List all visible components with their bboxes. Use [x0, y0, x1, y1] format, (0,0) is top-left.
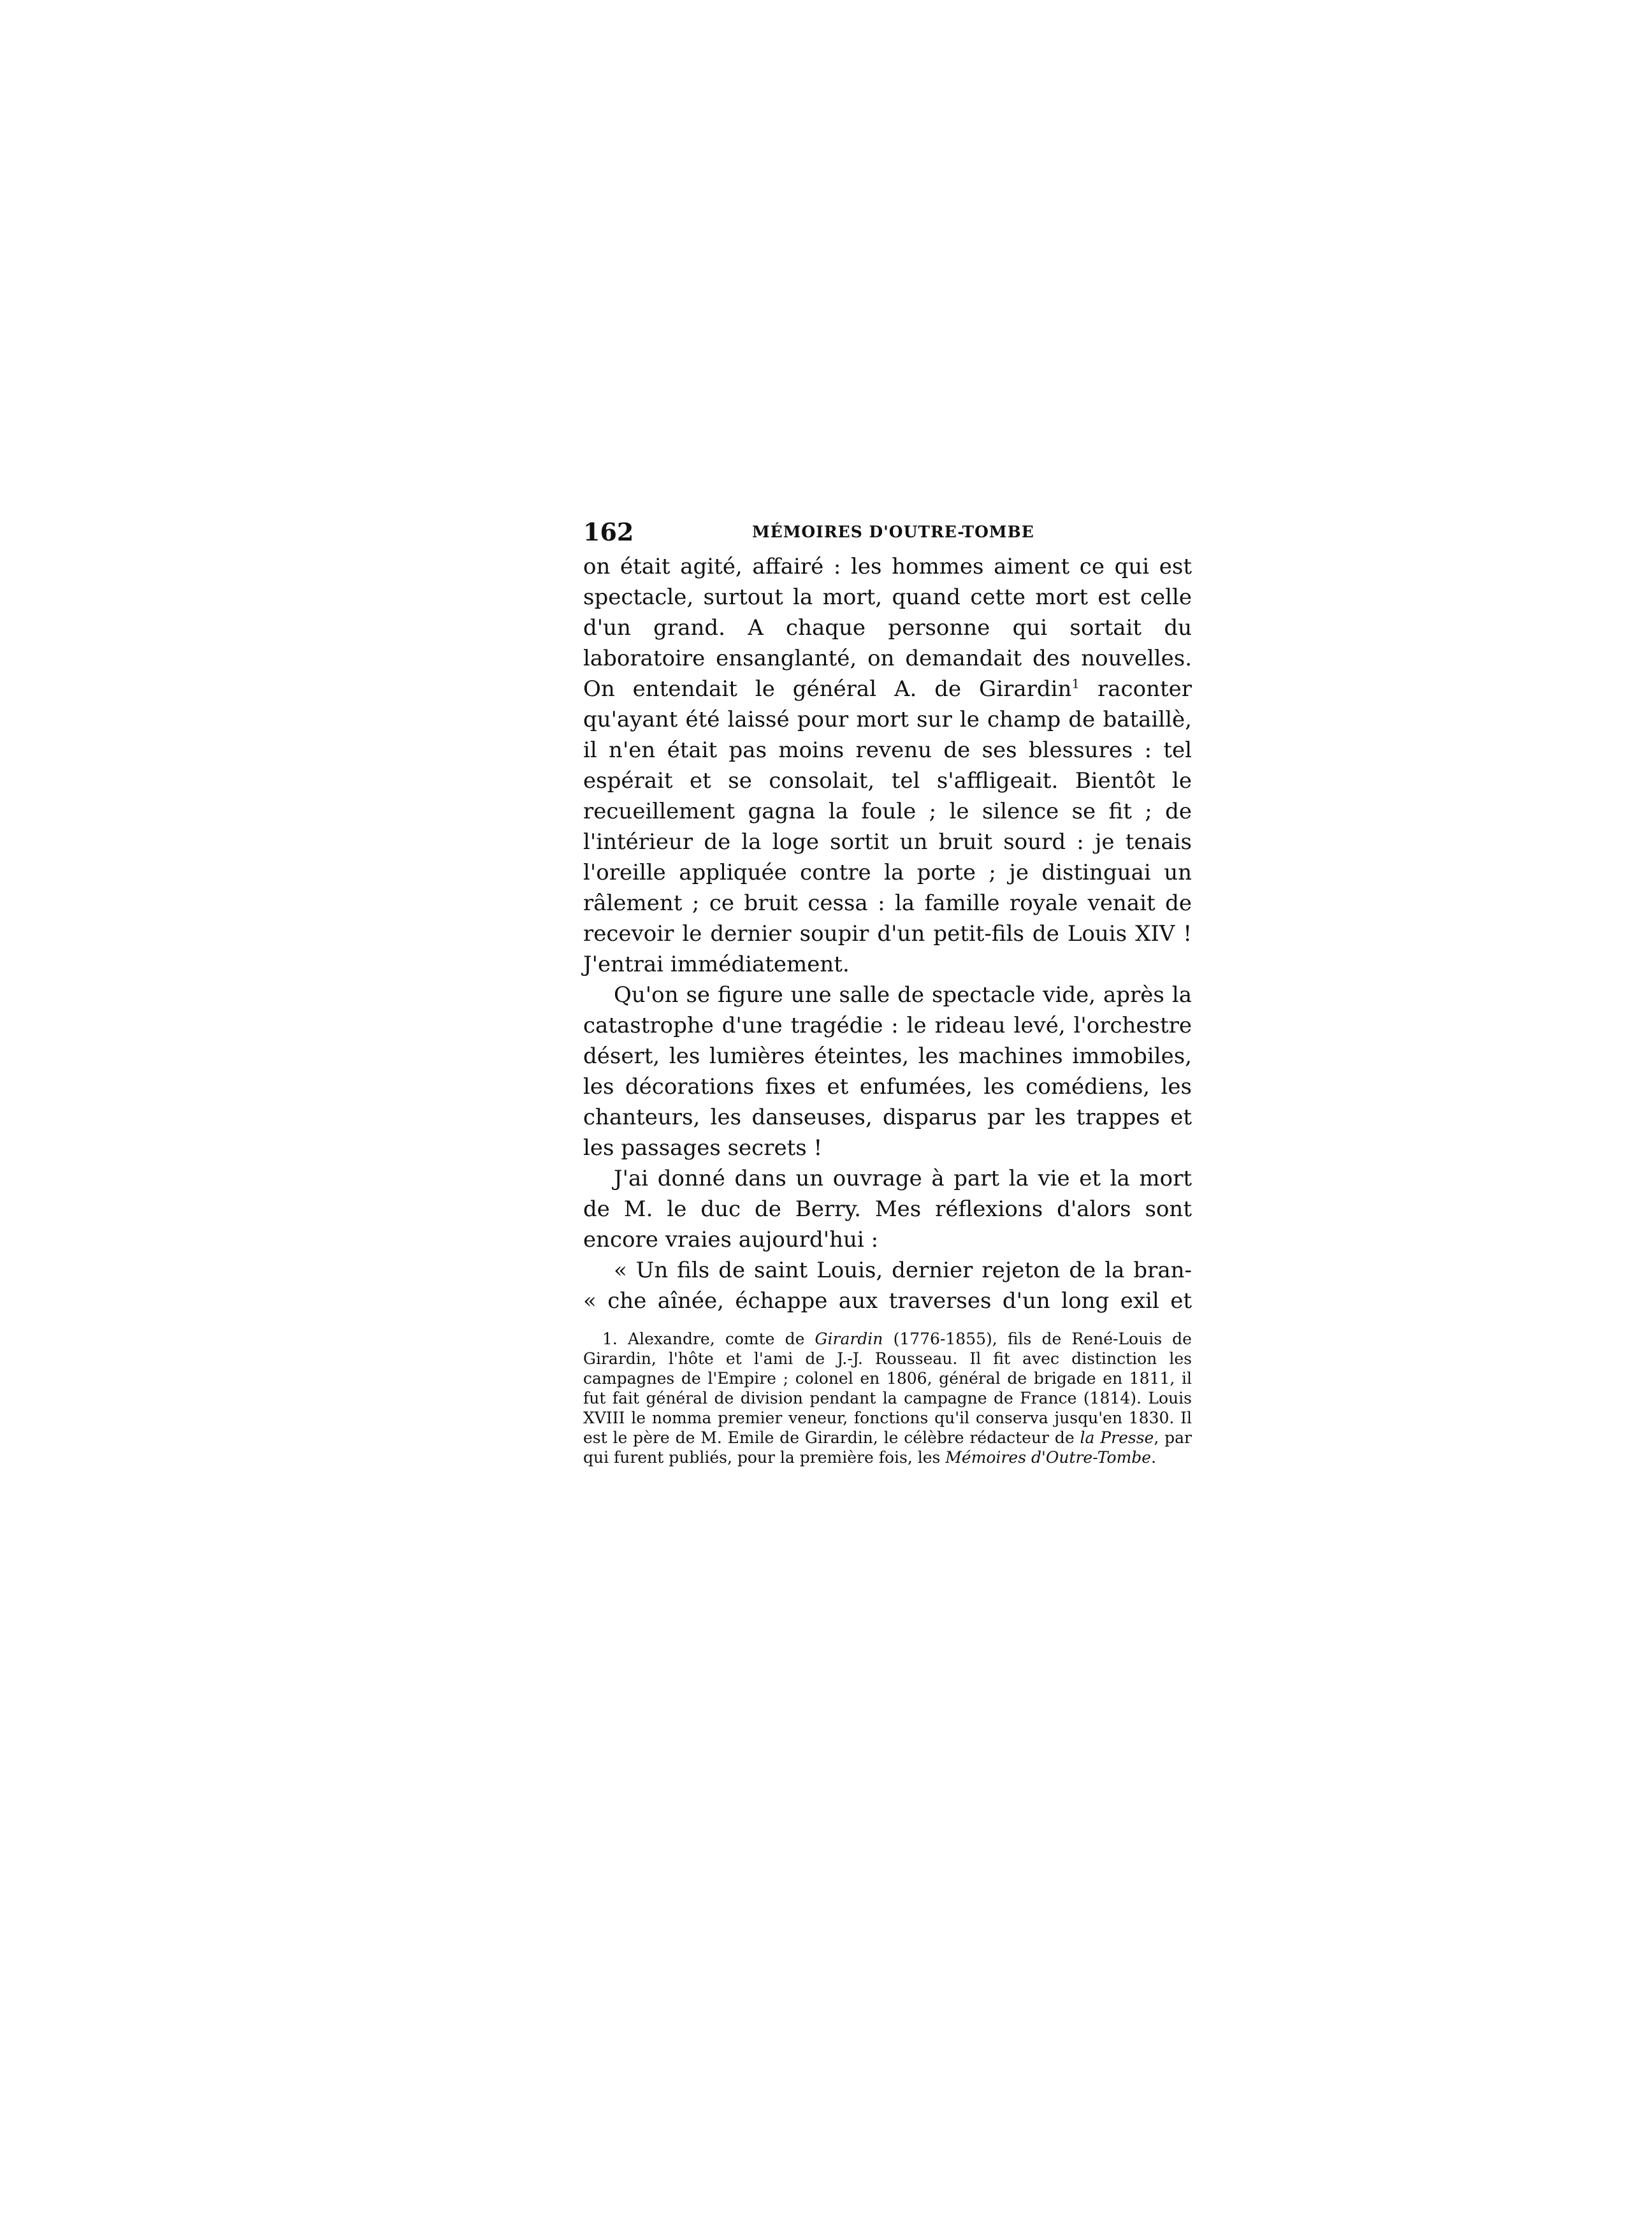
footnote-1 — [583, 1329, 1192, 1467]
footnote-text-d: . — [1151, 1448, 1157, 1467]
quotation — [583, 1255, 1192, 1316]
paragraph-2: Qu'on se figure une salle de spectacle vide, après la catastrophe d'une tragédie : le rideau levé, l'orchestre désert, les lumières éteintes, les machines immobiles, les décorations fixes et enfumées, les comédiens, les chanteurs, les danseuses, disparus par les trappes et les passages secrets ! — [583, 982, 1192, 1161]
footnotes — [583, 1329, 1192, 1467]
book-page — [583, 516, 1192, 1467]
footnote-text-a: Alexandre, comte de — [617, 1330, 815, 1348]
quotation-line-2: « che aînée, échappe aux traverses d'un long exil et — [583, 1288, 1192, 1314]
paragraph-1-part-1: on était agité, affairé : les hommes aiment ce qui est spectacle, surtout la mort, quand cette mort est celle d'un grand. A chaque personne qui sortait du laboratoire ensanglanté, on demandait des nouvelles. On entendait le général A. de Girardin — [583, 554, 1192, 702]
page-header — [583, 516, 1192, 548]
footnote-italic-book-title: Mémoires d'Outre-Tombe — [945, 1448, 1152, 1467]
footnote-reference[interactable]: 1 — [1071, 676, 1080, 692]
footnote-italic-newspaper: la Presse — [1080, 1428, 1154, 1447]
footnote-number: 1. — [602, 1330, 618, 1348]
paragraph-1-part-2: raconter qu'ayant été laissé pour mort sur le champ de bataillè, il n'en était pas moins revenu de ses blessures : tel espérait et se consolait, tel s'affligeait. Bientôt le recueillement gagna la foule ; le silence se fit ; de l'intérieur de la loge sortit un bruit sourd : je tenais l'oreille appliquée contre la porte ; je distinguai un râlement ; ce bruit cessa : la famille royale venait de recevoir le dernier soupir d'un petit-fils de Louis XIV ! J'entrai immédiatement. — [583, 676, 1192, 977]
paragraph-3: J'ai donné dans un ouvrage à part la vie et la mort de M. le duc de Berry. Mes réflexions d'alors sont encore vraies aujourd'hui : — [583, 1166, 1192, 1252]
paragraph-1 — [583, 551, 1192, 980]
main-text — [583, 551, 1192, 1316]
footnote-text-c: , par qui furent publiés, pour la première fois, les — [583, 1428, 1192, 1467]
page-number: 162 — [583, 518, 634, 546]
running-title: MÉMOIRES D'OUTRE-TOMBE — [752, 523, 1034, 541]
footnote-text-b: (1776-1855), fils de René-Louis de Girardin, l'hôte et l'ami de J.-J. Rousseau. Il fit avec distinction les campagnes de l'Empire ; colonel en 1806, général de brigade en 1811, il fut fait général de division pendant la campagne de France (1814). Louis XVIII le nomma premier veneur, fonctions qu'il conserva jusqu'en 1830. Il est le père de M. Emile de Girardin, le célèbre rédacteur de — [583, 1330, 1192, 1447]
footnote-italic-name: Girardin — [815, 1330, 883, 1348]
quotation-line-1: « Un fils de saint Louis, dernier rejeton de la bran- — [614, 1258, 1192, 1283]
